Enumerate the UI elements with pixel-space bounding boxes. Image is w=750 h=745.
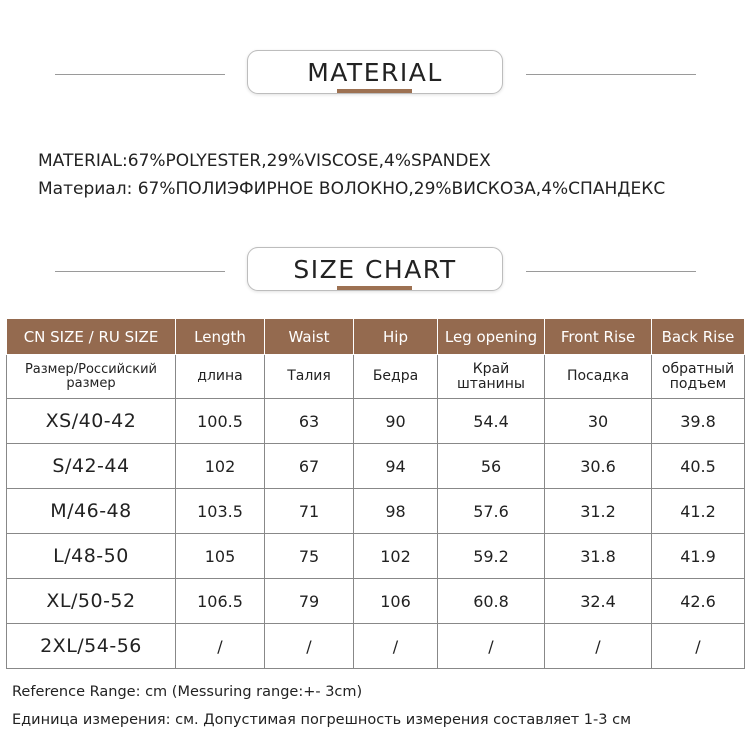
cell-waist: 75: [265, 534, 354, 579]
col-header-waist: Waist: [265, 319, 354, 355]
cell-hip: 98: [354, 489, 438, 534]
cell-front-rise: /: [545, 624, 652, 669]
table-row: [7, 489, 745, 534]
ru-header-leg-opening: Край штанины: [438, 355, 545, 399]
cell-waist: 79: [265, 579, 354, 624]
ru-header-row: [7, 355, 745, 399]
cell-waist: 63: [265, 399, 354, 444]
cell-length: 102: [176, 444, 265, 489]
table-row: [7, 624, 745, 669]
size-label: XS/40-42: [7, 399, 176, 444]
size-label: S/42-44: [7, 444, 176, 489]
cell-leg-opening: 56: [438, 444, 545, 489]
cell-leg-opening: 54.4: [438, 399, 545, 444]
cell-back-rise: 41.2: [652, 489, 745, 534]
cell-front-rise: 32.4: [545, 579, 652, 624]
material-title: MATERIAL: [247, 50, 503, 94]
cell-length: 103.5: [176, 489, 265, 534]
cell-leg-opening: 59.2: [438, 534, 545, 579]
divider-line: [526, 271, 696, 272]
col-header-size: CN SIZE / RU SIZE: [7, 319, 176, 355]
material-section-header: [0, 50, 750, 100]
cell-front-rise: 31.8: [545, 534, 652, 579]
cell-front-rise: 30: [545, 399, 652, 444]
header-row: [7, 319, 745, 355]
size-label: XL/50-52: [7, 579, 176, 624]
cell-back-rise: 39.8: [652, 399, 745, 444]
divider-line: [526, 74, 696, 75]
title-underline: [337, 286, 412, 290]
cell-length: 105: [176, 534, 265, 579]
cell-back-rise: 41.9: [652, 534, 745, 579]
reference-range-note-ru: Единица измерения: см. Допустимая погрешность измерения составляет 1-3 см: [12, 712, 632, 728]
cell-hip: 102: [354, 534, 438, 579]
col-header-front-rise: Front Rise: [545, 319, 652, 355]
cell-hip: 106: [354, 579, 438, 624]
cell-back-rise: /: [652, 624, 745, 669]
cell-hip: 90: [354, 399, 438, 444]
col-header-leg-opening: Leg opening: [438, 319, 545, 355]
table-row: [7, 534, 745, 579]
table-row: [7, 399, 745, 444]
table-row: [7, 579, 745, 624]
size-label: 2XL/54-56: [7, 624, 176, 669]
cell-waist: 67: [265, 444, 354, 489]
material-composition-ru: Материал: 67%ПОЛИЭФИРНОЕ ВОЛОКНО,29%ВИСКОЗА,4%СПАНДЕКС: [38, 179, 666, 199]
cell-length: /: [176, 624, 265, 669]
size-label: L/48-50: [7, 534, 176, 579]
col-header-length: Length: [176, 319, 265, 355]
ru-header-size: Размер/Российский размер: [7, 355, 176, 399]
ru-header-hip: Бедра: [354, 355, 438, 399]
cell-front-rise: 31.2: [545, 489, 652, 534]
size-chart-table: [6, 318, 745, 669]
cell-hip: /: [354, 624, 438, 669]
col-header-hip: Hip: [354, 319, 438, 355]
ru-header-length: длина: [176, 355, 265, 399]
material-composition-en: MATERIAL:67%POLYESTER,29%VISCOSE,4%SPANDEX: [38, 151, 491, 171]
cell-leg-opening: 60.8: [438, 579, 545, 624]
cell-leg-opening: 57.6: [438, 489, 545, 534]
cell-length: 100.5: [176, 399, 265, 444]
col-header-back-rise: Back Rise: [652, 319, 745, 355]
divider-line: [55, 74, 225, 75]
cell-back-rise: 40.5: [652, 444, 745, 489]
divider-line: [55, 271, 225, 272]
size-chart-title: SIZE CHART: [247, 247, 503, 291]
cell-back-rise: 42.6: [652, 579, 745, 624]
cell-waist: /: [265, 624, 354, 669]
reference-range-note-en: Reference Range: cm (Messuring range:+- 3cm): [12, 684, 363, 700]
title-underline: [337, 89, 412, 93]
size-label: M/46-48: [7, 489, 176, 534]
ru-header-back-rise: обратный подъем: [652, 355, 745, 399]
cell-length: 106.5: [176, 579, 265, 624]
cell-front-rise: 30.6: [545, 444, 652, 489]
cell-hip: 94: [354, 444, 438, 489]
cell-waist: 71: [265, 489, 354, 534]
ru-header-waist: Талия: [265, 355, 354, 399]
size-chart-section-header: [0, 247, 750, 297]
ru-header-front-rise: Посадка: [545, 355, 652, 399]
cell-leg-opening: /: [438, 624, 545, 669]
table-row: [7, 444, 745, 489]
